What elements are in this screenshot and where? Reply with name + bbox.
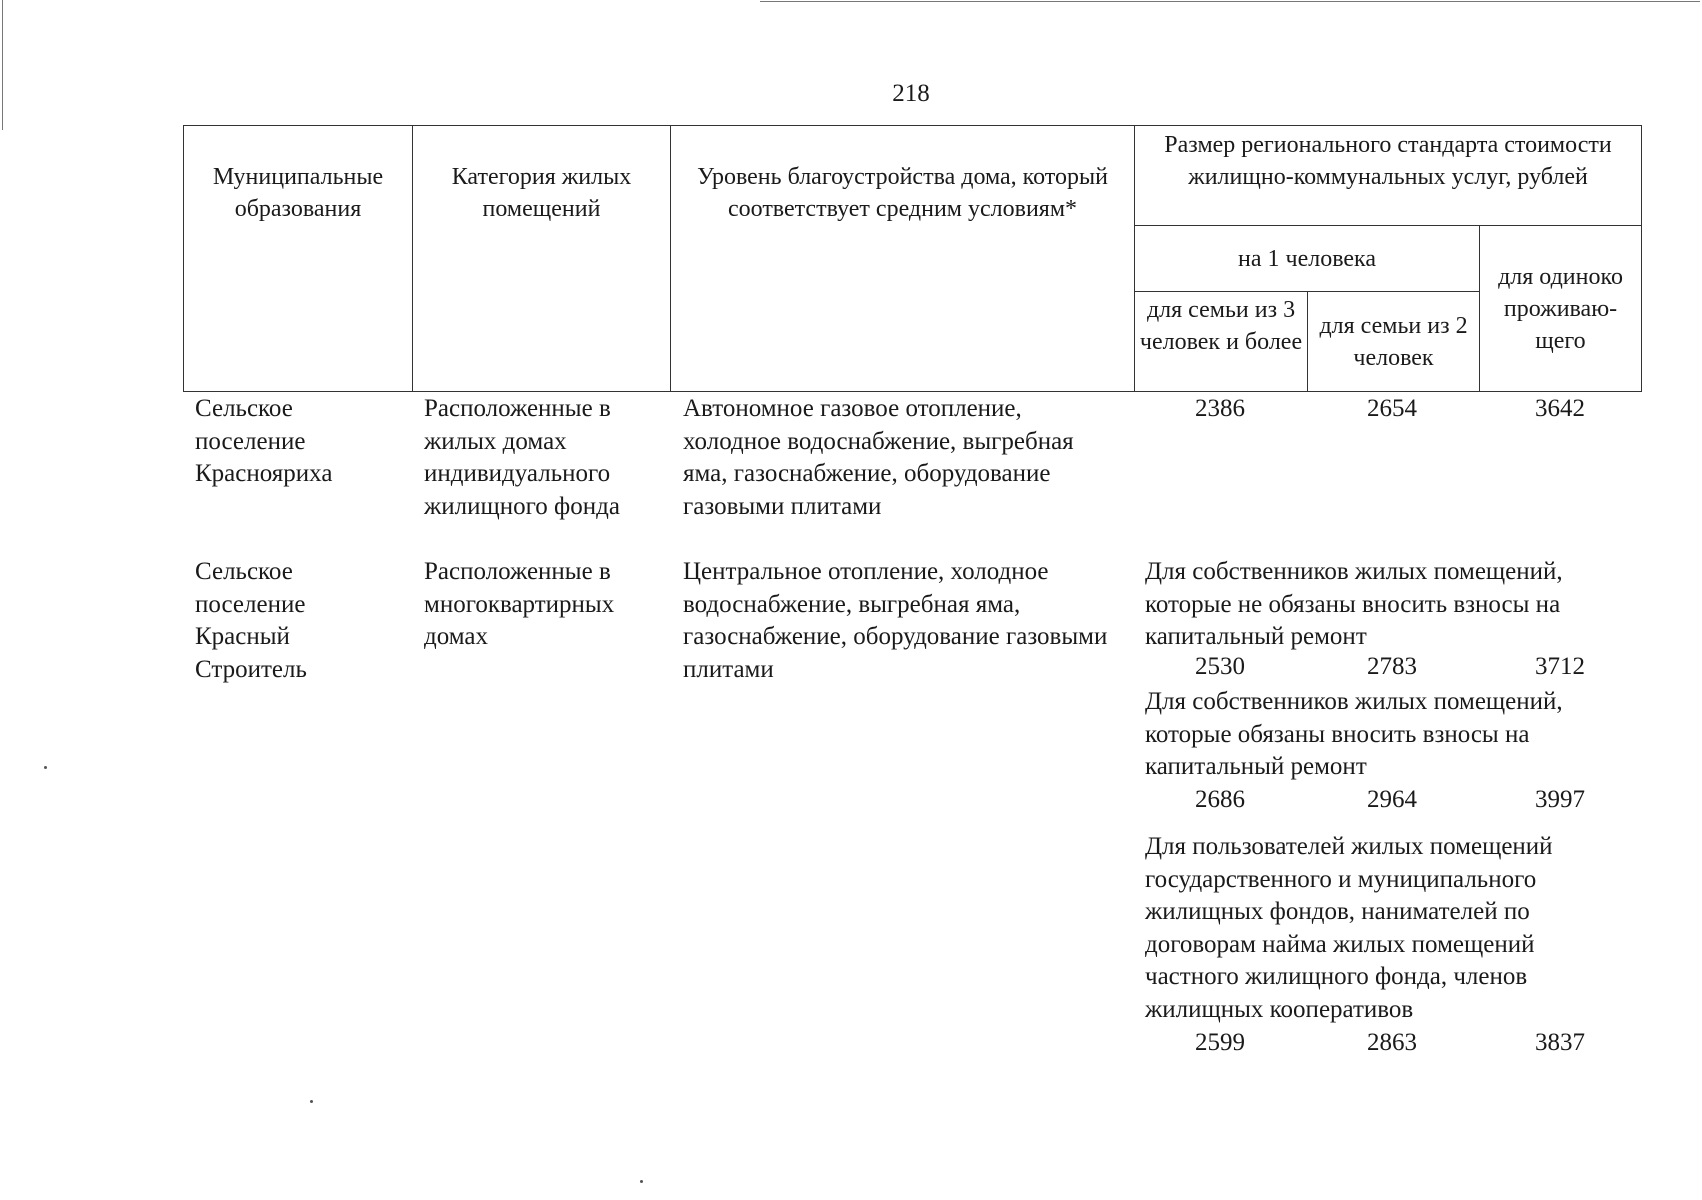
row2-group2-value-family3: 2686	[1195, 786, 1245, 813]
row1-improvement-level: Автономное газовое отопление, холодное водоснабжение, выгребная яма, газоснабжение, оборудование газовыми плитами	[683, 395, 1074, 520]
row2-group1-value-family3: 2530	[1195, 653, 1245, 680]
row1-value-family3: 2386	[1195, 395, 1245, 422]
row1-category: Расположенные в жилых домах индивидуального жилищного фонда	[424, 395, 620, 520]
row1-municipality: Сельское поселение Краснояриха	[195, 395, 333, 487]
scan-border-left	[2, 0, 3, 130]
row2-group1-value-single: 3712	[1535, 653, 1585, 680]
table-header	[183, 125, 1642, 392]
page-number: 218	[892, 80, 930, 107]
scan-speck	[310, 1100, 313, 1103]
header-improvement-level-line1: Уровень благоустройства дома, который	[697, 164, 1108, 190]
row2-group1-label: Для собственников жилых помещений, которые не обязаны вносить взносы на капитальный ремонт	[1145, 558, 1563, 650]
header-standard-size: Размер регионального стандарта стоимости жилищно-коммунальных услуг, рублей	[1135, 126, 1642, 226]
row2-improvement-level: Центральное отопление, холодное водоснабжение, выгребная яма, газоснабжение, оборудование газовыми плитами	[683, 558, 1108, 683]
row2-group1-value-family2: 2783	[1367, 653, 1417, 680]
header-single-resident: для одиноко проживаю-щего	[1480, 226, 1642, 392]
row2-group2-value-family2: 2964	[1367, 786, 1417, 813]
row2-group2-value-single: 3997	[1535, 786, 1585, 813]
scan-speck	[44, 766, 47, 769]
header-improvement-level-line2: соответствует средним условиям*	[727, 196, 1078, 222]
row1-value-family2: 2654	[1367, 395, 1417, 422]
header-improvement-level	[671, 126, 1135, 392]
row2-group3-value-single: 3837	[1535, 1029, 1585, 1056]
scan-speck	[640, 1180, 643, 1183]
row1-value-single: 3642	[1535, 395, 1585, 422]
row2-group2-label: Для собственников жилых помещений, которые обязаны вносить взносы на капитальный ремонт	[1145, 688, 1563, 780]
header-municipalities: Муниципальные образования	[184, 126, 413, 392]
row2-group3-label: Для пользователей жилых помещений государственного и муниципального жилищных фондов, нанимателей по договорам найма жилых помещений частного жилищного фонда, членов жилищных кооперативов	[1145, 833, 1553, 1023]
row2-municipality: Сельское поселение Красный Строитель	[195, 558, 307, 683]
row2-category: Расположенные в многоквартирных домах	[424, 558, 615, 650]
row2-group3-value-family2: 2863	[1367, 1029, 1417, 1056]
header-category: Категория жилых помещений	[413, 126, 671, 392]
scan-border-top	[760, 1, 1700, 2]
row2-group3-value-family3: 2599	[1195, 1029, 1245, 1056]
header-per-person: на 1 человека	[1135, 226, 1480, 292]
header-family-2: для семьи из 2 человек	[1308, 292, 1480, 392]
header-family-3-plus: для семьи из 3 человек и более	[1135, 292, 1308, 392]
